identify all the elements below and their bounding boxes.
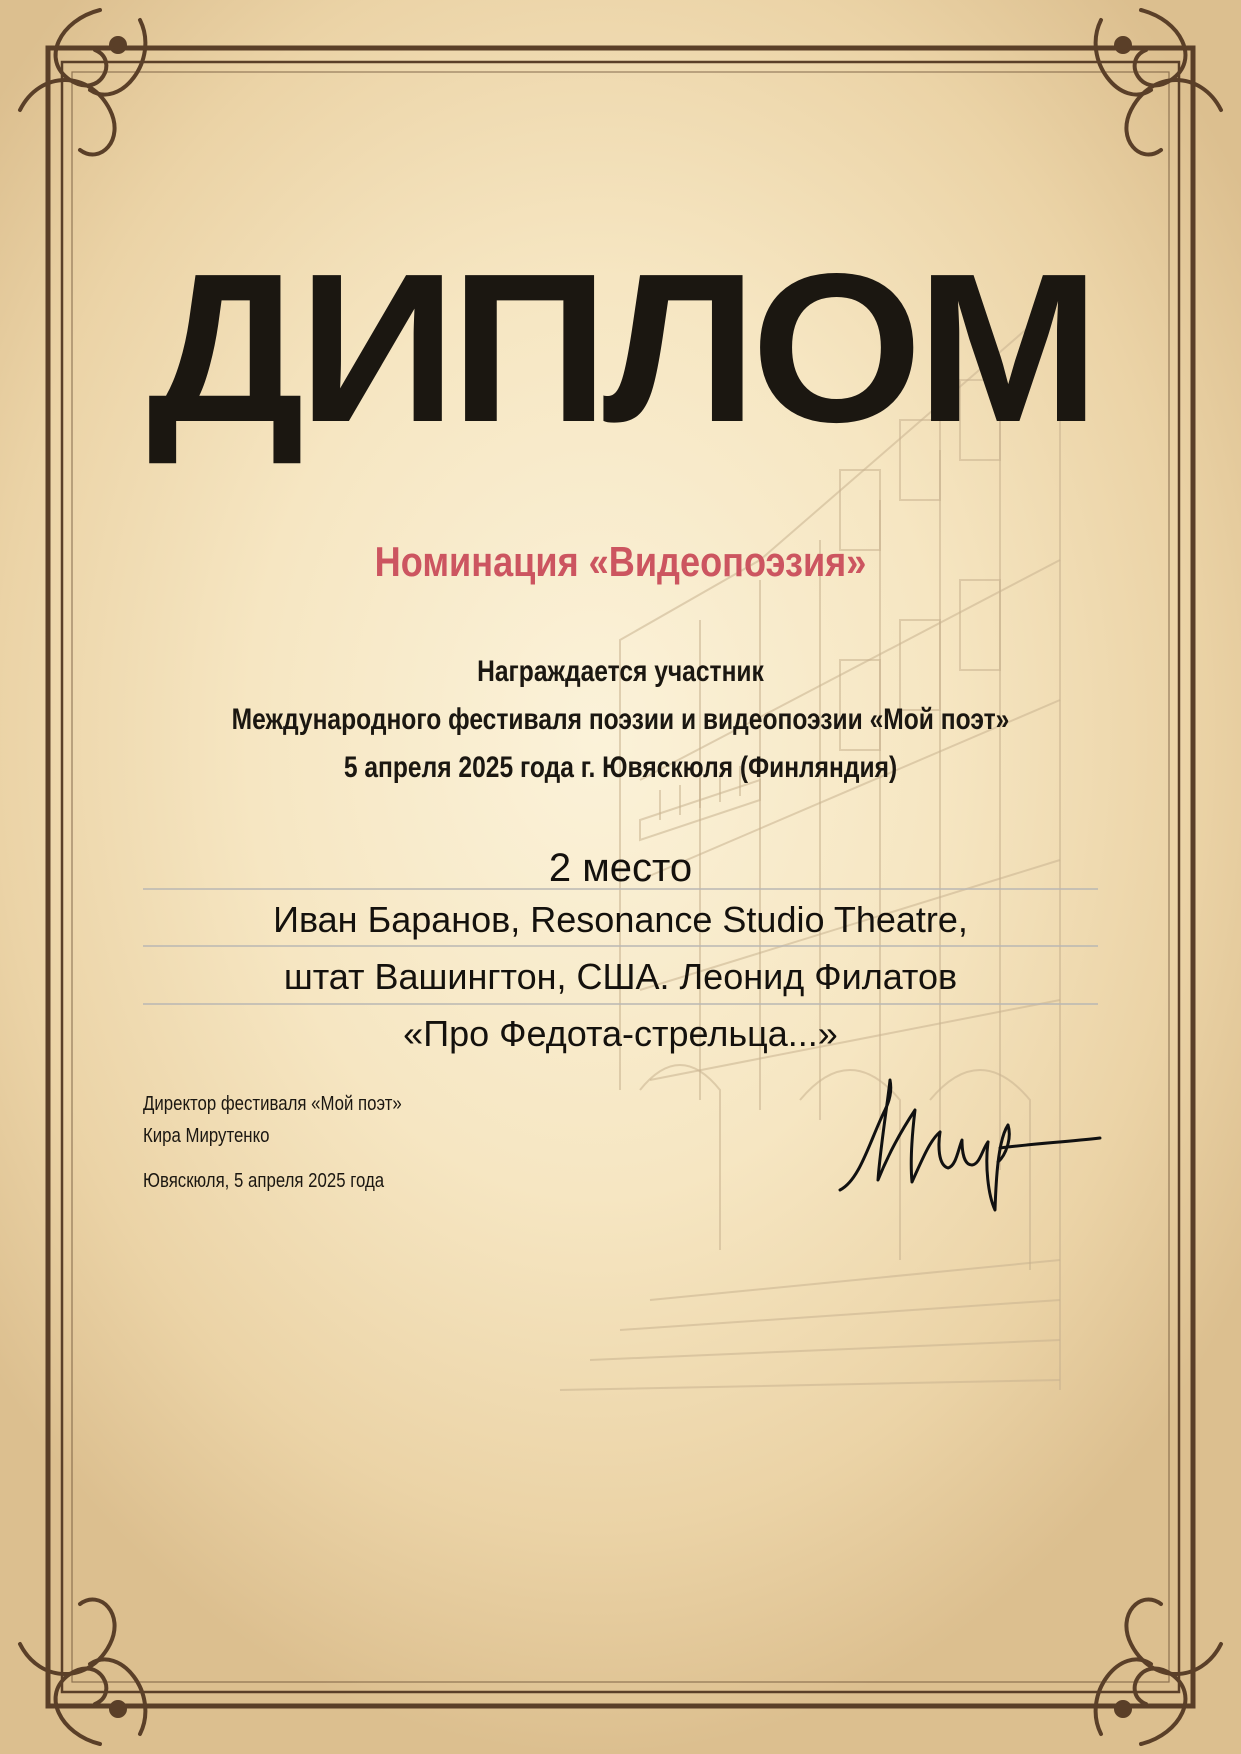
winner-line: Иван Баранов, Resonance Studio Theatre, <box>273 899 968 940</box>
diploma-title: ДИПЛОМ <box>147 229 1094 466</box>
awarded-line: Международного фестиваля поэзии и видеопоэзии «Мой поэт» <box>231 703 1010 736</box>
winner-line: «Про Федота-стрельца...» <box>403 1013 838 1054</box>
winner-line: штат Вашингтон, США. Леонид Филатов <box>283 956 958 997</box>
winner-text <box>0 891 1241 1062</box>
awarded-line: 5 апреля 2025 года г. Ювяскюля (Финляндия) <box>343 751 898 784</box>
place-date: Ювяскюля, 5 апреля 2025 года <box>143 1170 385 1192</box>
place-text: 2 место <box>548 846 693 890</box>
nomination-title: Номинация «Видеопоэзия» <box>374 538 867 585</box>
awarded-line: Награждается участник <box>477 655 764 688</box>
handwritten-signature <box>830 1070 1110 1220</box>
director-title: Директор фестиваля «Мой поэт» <box>143 1093 402 1115</box>
director-block <box>143 1088 402 1152</box>
director-name: Кира Мирутенко <box>143 1125 270 1147</box>
